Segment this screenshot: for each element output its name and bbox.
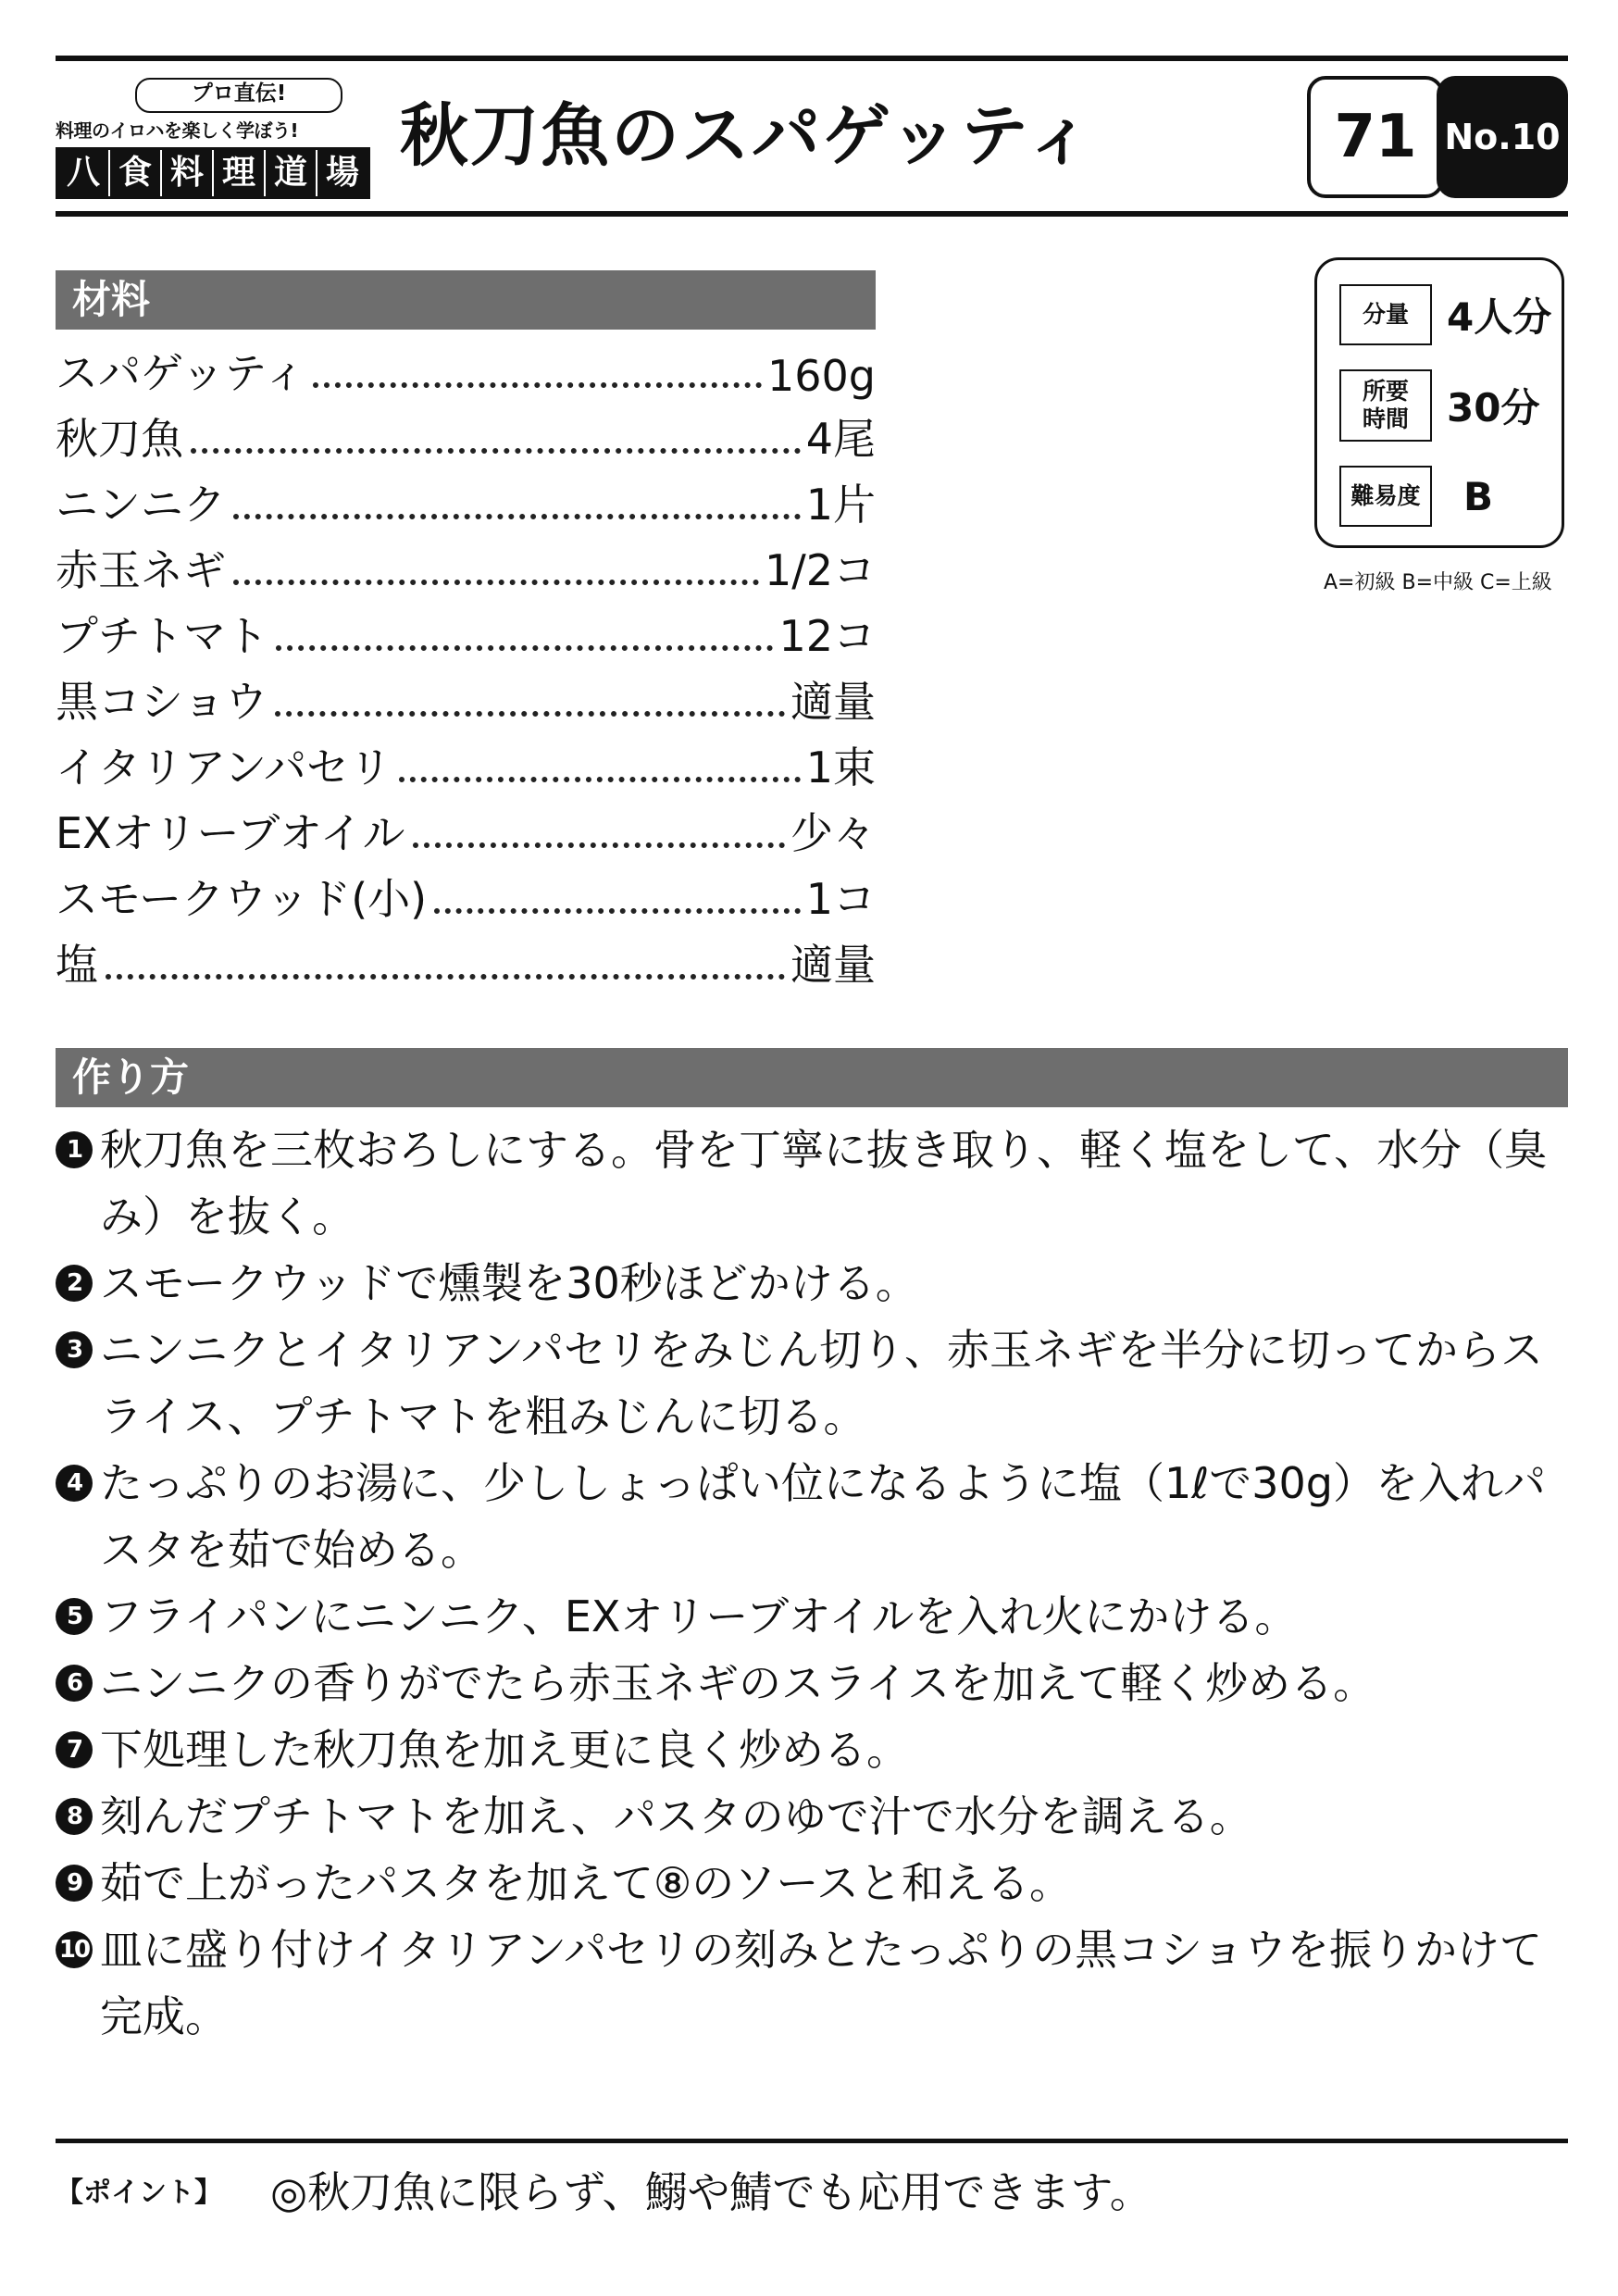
time-row xyxy=(1339,369,1539,442)
step-text: 秋刀魚を三枚おろしにする。骨を丁寧に抜き取り、軽く塩をして、水分（臭み）を抜く。 xyxy=(100,1125,1548,1242)
time-value: 30分 xyxy=(1447,385,1540,430)
step-item xyxy=(56,1650,1568,1716)
step-text: ニンニクの香りがでたら赤玉ネギのスライスを加えて軽く炒める。 xyxy=(100,1658,1376,1708)
ingredient-name: プチトマト xyxy=(56,611,268,661)
step-item xyxy=(56,1716,1568,1783)
ingredient-amount: 1コ xyxy=(805,874,876,924)
ingredients-heading: 材料 xyxy=(56,270,876,330)
ingredient-amount: 1片 xyxy=(805,480,876,530)
point-text: ◎秋刀魚に限らず、鰯や鯖でも応用できます。 xyxy=(270,2167,1152,2217)
leader-dots xyxy=(233,514,801,519)
step-text: スモークウッドで燻製を30秒ほどかける。 xyxy=(100,1258,918,1308)
difficulty-row xyxy=(1339,466,1493,527)
point-label: 【ポイント】 xyxy=(56,2177,222,2209)
ingredient-row xyxy=(56,401,876,467)
leader-dots xyxy=(191,448,801,454)
method-heading: 作り方 xyxy=(56,1048,1568,1107)
logo-char: 場 xyxy=(317,150,367,196)
ingredient-amount: 1束 xyxy=(805,742,876,792)
ingredient-amount: 適量 xyxy=(790,677,876,727)
step-number-badge: 4 xyxy=(56,1465,93,1502)
step-item xyxy=(56,1117,1568,1250)
recipe-number: No.10 xyxy=(1437,76,1568,198)
ingredient-row xyxy=(56,795,876,861)
ingredient-amount: 12コ xyxy=(778,611,876,661)
leader-dots xyxy=(275,711,785,717)
step-number-badge: 5 xyxy=(56,1598,93,1635)
ingredient-row xyxy=(56,927,876,992)
ingredient-row xyxy=(56,598,876,664)
step-number-badge: 8 xyxy=(56,1798,93,1835)
header-bottom-rule xyxy=(56,211,1568,217)
ingredient-name: 塩 xyxy=(56,940,98,990)
leader-dots xyxy=(399,777,801,782)
ingredient-amount: 160g xyxy=(767,351,876,401)
ingredient-name: 黒コショウ xyxy=(56,677,268,727)
footer-rule xyxy=(56,2139,1568,2143)
logo-char: 理 xyxy=(214,150,266,196)
ingredient-name: イタリアンパセリ xyxy=(56,742,392,792)
step-item xyxy=(56,1583,1568,1650)
step-number-badge: 3 xyxy=(56,1331,93,1368)
ingredient-row xyxy=(56,335,876,401)
step-item xyxy=(56,1316,1568,1450)
leader-dots xyxy=(413,842,785,848)
leader-dots xyxy=(106,974,785,980)
logo-char: 料 xyxy=(162,150,214,196)
step-item xyxy=(56,1916,1568,2050)
step-number-badge: 2 xyxy=(56,1265,93,1302)
logo-boxes xyxy=(56,147,370,199)
ingredient-name: 赤玉ネギ xyxy=(56,545,226,595)
step-text: 下処理した秋刀魚を加え更に良く炒める。 xyxy=(100,1725,909,1775)
ingredient-name: スパゲッティ xyxy=(56,348,306,398)
step-text: 刻んだプチトマトを加え、パスタのゆで汁で水分を調える。 xyxy=(100,1791,1252,1841)
steps-list xyxy=(56,1117,1568,2050)
leader-dots xyxy=(233,580,759,585)
logo-tag: プロ直伝! xyxy=(135,78,342,113)
step-item xyxy=(56,1250,1568,1316)
difficulty-label: 難易度 xyxy=(1339,466,1432,527)
ingredient-name: 秋刀魚 xyxy=(56,414,183,464)
point-note xyxy=(56,2159,1152,2220)
ingredient-name: ニンニク xyxy=(56,480,226,530)
header-top-rule xyxy=(56,56,1568,61)
step-number-badge: 9 xyxy=(56,1865,93,1902)
leader-dots xyxy=(313,382,762,388)
step-item xyxy=(56,1783,1568,1850)
leader-dots xyxy=(276,645,773,651)
ingredient-amount: 1/2コ xyxy=(764,545,876,595)
ingredient-row xyxy=(56,532,876,598)
logo-subtitle: 料理のイロハを楽しく学ぼう! xyxy=(56,119,299,142)
step-number-badge: 7 xyxy=(56,1731,93,1768)
ingredient-row xyxy=(56,730,876,795)
ingredient-amount: 少々 xyxy=(790,808,876,858)
step-text: 茹で上がったパスタを加えて⑧のソースと和える。 xyxy=(100,1858,1073,1908)
dojo-logo xyxy=(56,78,370,199)
page-title: 秋刀魚のスパゲッティ xyxy=(400,96,1096,176)
grade-key: A=初級 B=中級 C=上級 xyxy=(1324,571,1552,594)
step-item xyxy=(56,1850,1568,1916)
step-number-badge: 6 xyxy=(56,1665,93,1702)
page-number: 71 xyxy=(1307,76,1444,198)
servings-label: 分量 xyxy=(1339,284,1432,345)
servings-value: 4人分 xyxy=(1447,294,1552,340)
ingredient-name: EXオリーブオイル xyxy=(56,808,405,858)
difficulty-value: B xyxy=(1463,473,1494,519)
leader-dots xyxy=(434,908,801,914)
step-text: たっぷりのお湯に、少ししょっぱい位になるように塩（1ℓで30g）を入れパスタを茹で始める。 xyxy=(100,1458,1547,1575)
step-text: 皿に盛り付けイタリアンパセリの刻みとたっぷりの黒コショウを振りかけて完成。 xyxy=(100,1925,1543,2041)
logo-char: 道 xyxy=(266,150,317,196)
ingredient-row xyxy=(56,861,876,927)
ingredient-name: スモークウッド(小) xyxy=(56,874,428,924)
servings-row xyxy=(1339,284,1551,345)
ingredients-list xyxy=(56,335,876,992)
ingredient-row xyxy=(56,467,876,532)
time-label xyxy=(1339,369,1432,442)
step-item xyxy=(56,1450,1568,1583)
logo-char: 食 xyxy=(110,150,162,196)
time-label-line: 所要 xyxy=(1362,378,1409,405)
step-number-badge: 1 xyxy=(56,1131,93,1168)
ingredient-amount: 適量 xyxy=(790,940,876,990)
logo-char: 八 xyxy=(58,150,110,196)
time-label-line: 時間 xyxy=(1362,406,1409,432)
ingredient-amount: 4尾 xyxy=(805,414,876,464)
step-text: ニンニクとイタリアンパセリをみじん切り、赤玉ネギを半分に切ってからスライス、プチトマトを粗みじんに切る。 xyxy=(100,1325,1543,1441)
step-text: フライパンにニンニク、EXオリーブオイルを入れ火にかける。 xyxy=(100,1591,1298,1641)
step-number-badge: 10 xyxy=(56,1931,93,1968)
ingredient-row xyxy=(56,664,876,730)
recipe-info-box xyxy=(1314,257,1564,548)
